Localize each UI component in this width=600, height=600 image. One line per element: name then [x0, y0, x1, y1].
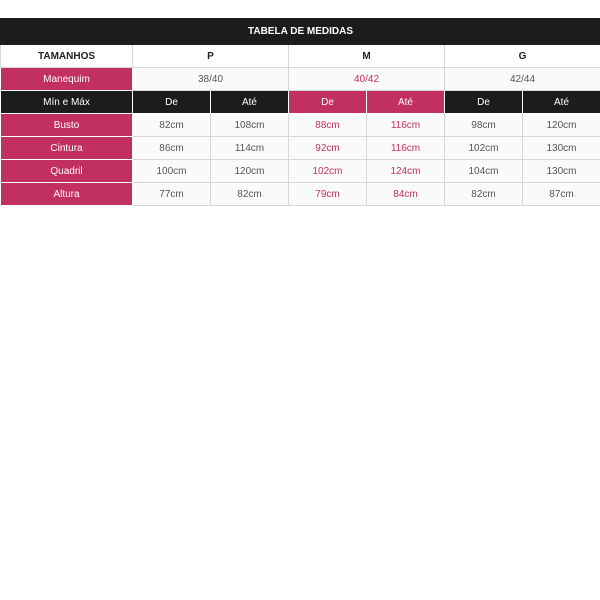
row-label: Quadril [1, 160, 133, 183]
cell: 100cm [133, 160, 211, 183]
cell: 79cm [289, 183, 367, 206]
cell: 120cm [211, 160, 289, 183]
cell: 108cm [211, 114, 289, 137]
range-to-p: Até [211, 91, 289, 114]
cell: 88cm [289, 114, 367, 137]
cell: 130cm [523, 137, 600, 160]
cell: 77cm [133, 183, 211, 206]
cell: 82cm [445, 183, 523, 206]
manequim-label: Manequim [1, 68, 133, 91]
table-row [1, 137, 600, 160]
size-table [0, 18, 600, 206]
cell: 92cm [289, 137, 367, 160]
row-label: Altura [1, 183, 133, 206]
size-p: P [133, 45, 289, 68]
cell: 102cm [445, 137, 523, 160]
manequim-row [1, 68, 600, 91]
cell: 86cm [133, 137, 211, 160]
range-label: Mín e Máx [1, 91, 133, 114]
cell: 104cm [445, 160, 523, 183]
manequim-m: 40/42 [289, 68, 445, 91]
size-m: M [289, 45, 445, 68]
sizes-row [1, 45, 600, 68]
cell: 84cm [367, 183, 445, 206]
cell: 102cm [289, 160, 367, 183]
range-from-p: De [133, 91, 211, 114]
table-row [1, 160, 600, 183]
cell: 87cm [523, 183, 600, 206]
range-from-m: De [289, 91, 367, 114]
cell: 130cm [523, 160, 600, 183]
manequim-p: 38/40 [133, 68, 289, 91]
table-title: TABELA DE MEDIDAS [1, 19, 600, 45]
manequim-g: 42/44 [445, 68, 600, 91]
cell: 114cm [211, 137, 289, 160]
cell: 116cm [367, 114, 445, 137]
row-label: Busto [1, 114, 133, 137]
cell: 116cm [367, 137, 445, 160]
cell: 82cm [211, 183, 289, 206]
range-header-row [1, 91, 600, 114]
range-to-m: Até [367, 91, 445, 114]
range-to-g: Até [523, 91, 600, 114]
size-chart [0, 18, 600, 206]
cell: 120cm [523, 114, 600, 137]
row-label: Cintura [1, 137, 133, 160]
cell: 124cm [367, 160, 445, 183]
cell: 82cm [133, 114, 211, 137]
range-from-g: De [445, 91, 523, 114]
size-g: G [445, 45, 600, 68]
cell: 98cm [445, 114, 523, 137]
table-row [1, 114, 600, 137]
sizes-label: TAMANHOS [1, 45, 133, 68]
table-row [1, 183, 600, 206]
